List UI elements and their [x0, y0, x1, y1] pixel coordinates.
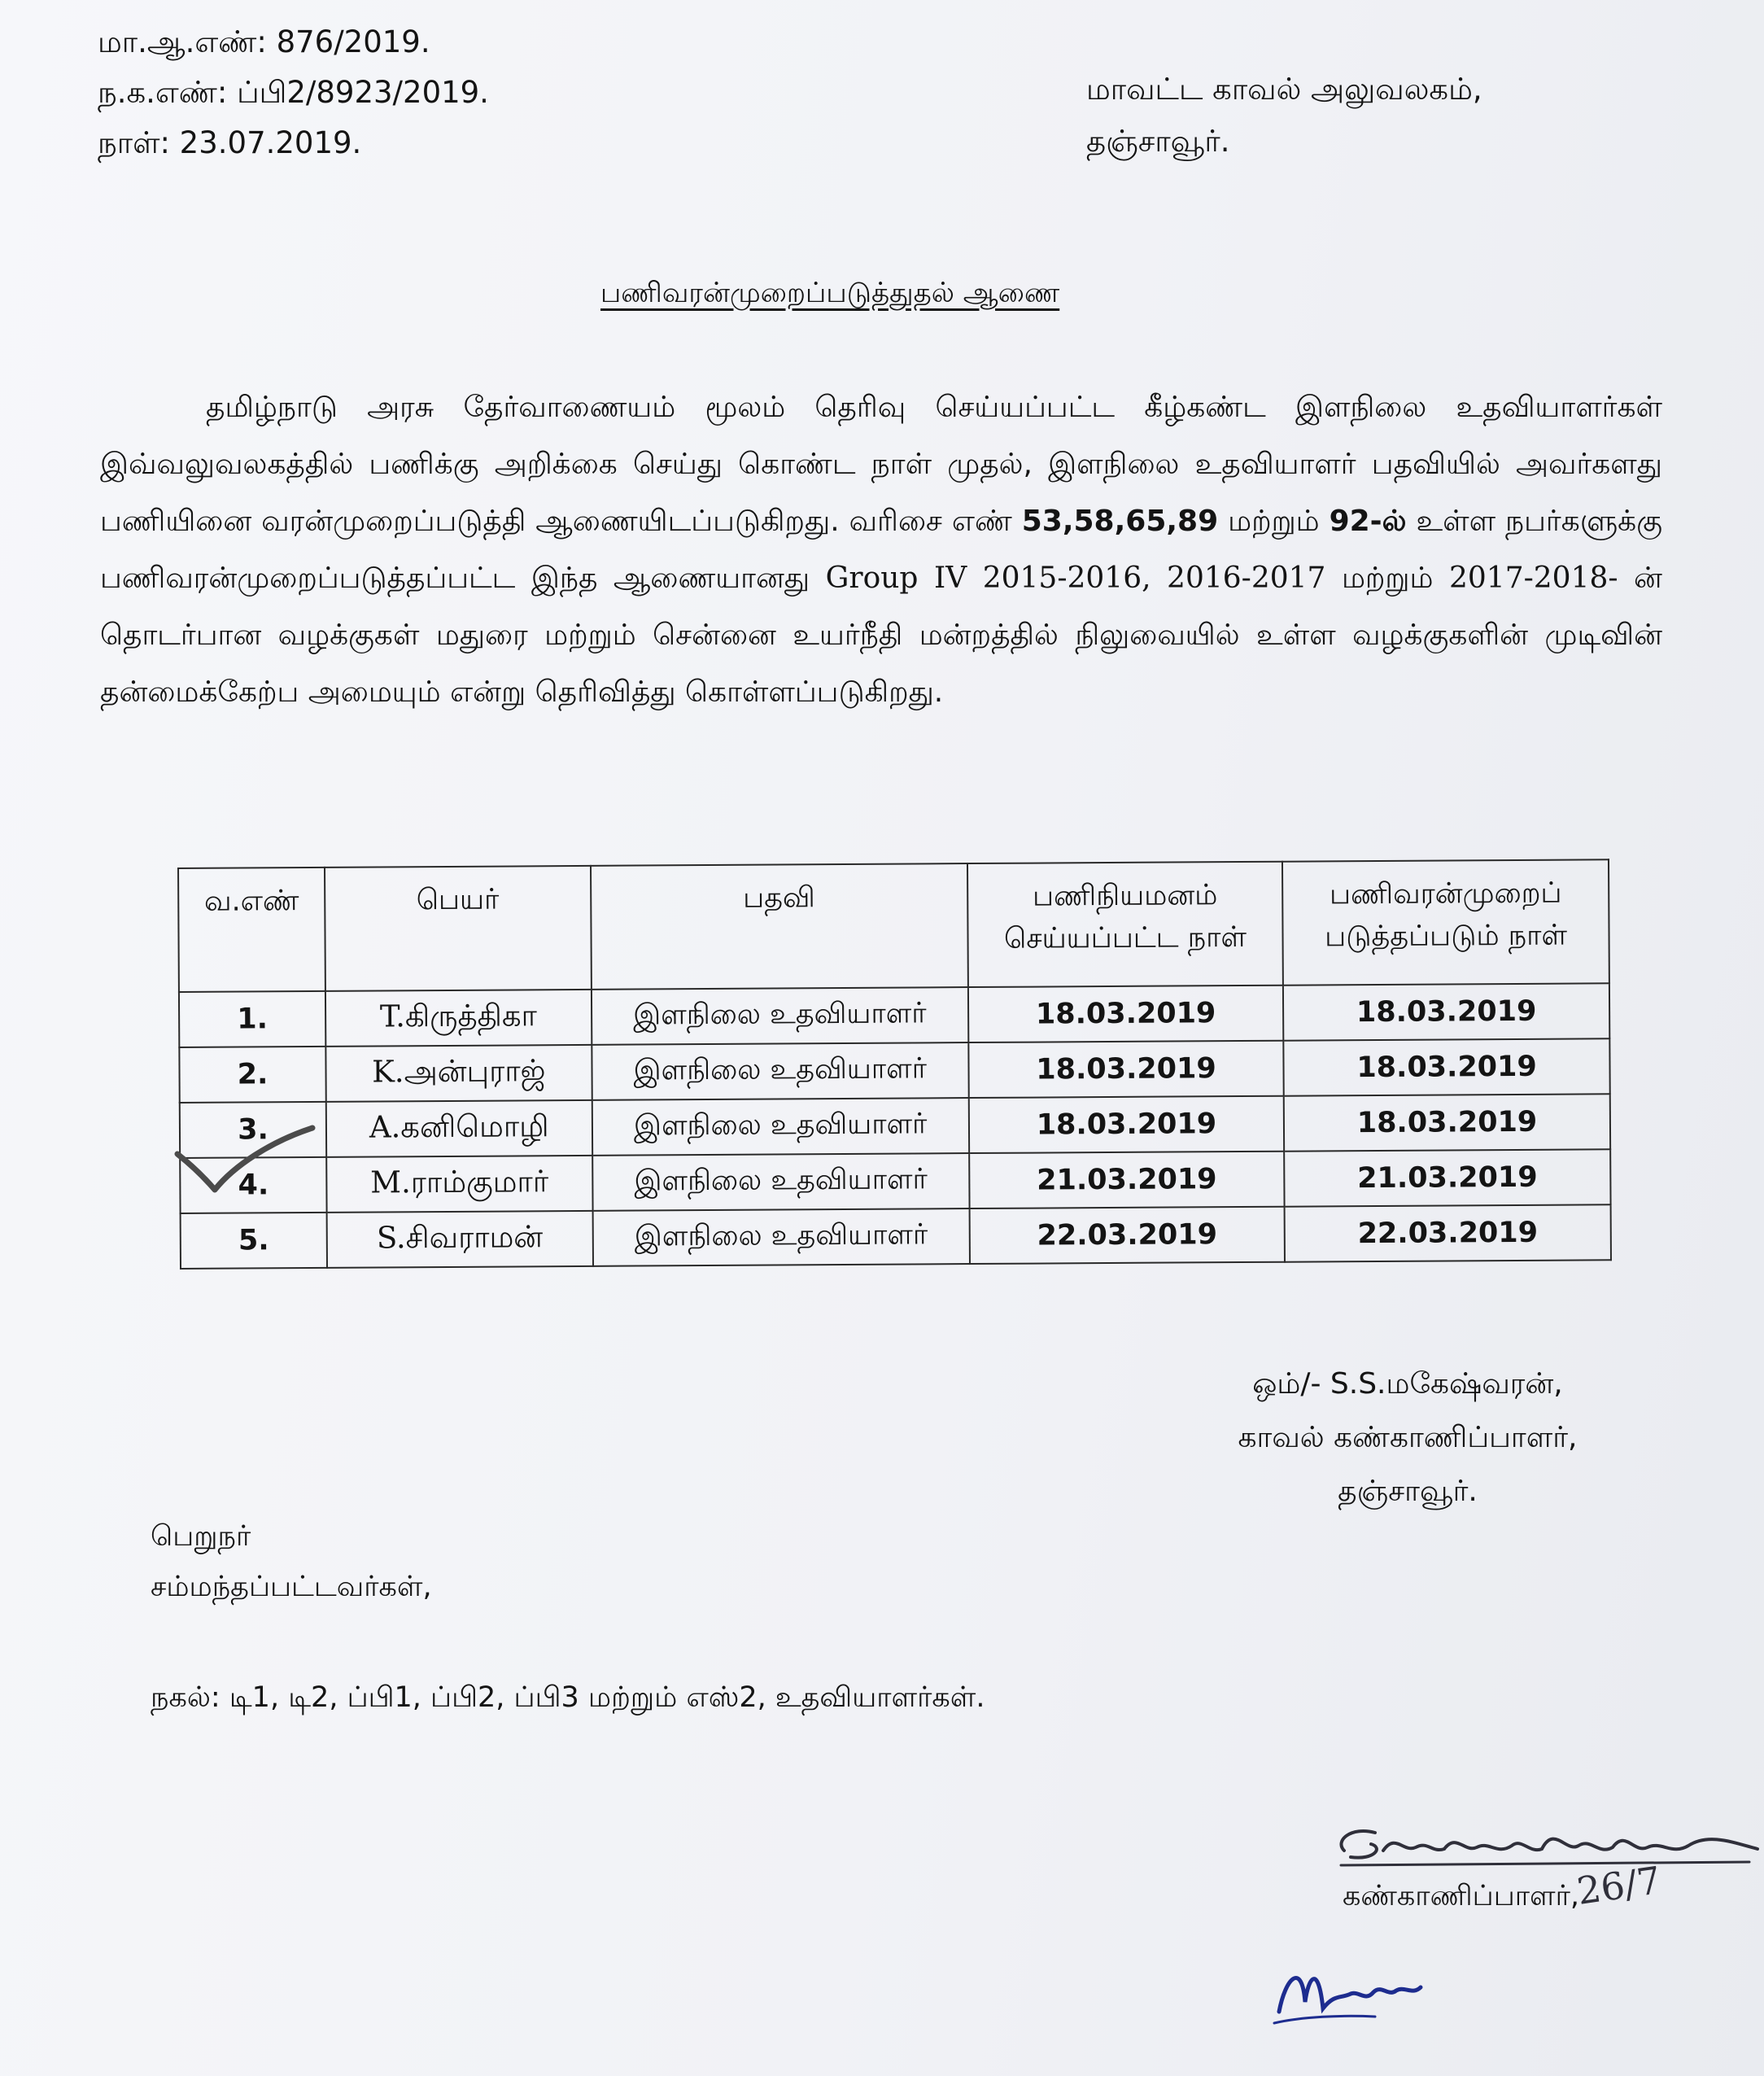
body-group: Group IV 2015-2016, 2016-2017 [825, 562, 1326, 595]
cell-regularized: 18.03.2019 [1283, 1038, 1609, 1095]
cell-appointed: 18.03.2019 [968, 986, 1284, 1042]
table-row [179, 1038, 1609, 1103]
body-part5: ன் தொடர்பான வழக்குகள் மதுரை மற்றும் சென்னை உயர்நீதி மன்றத்தில் நிலுவையில் உள்ள வழக்குகளின் முடிவின் தன்மைக்கேற்ப அமையும் என்று தெரிவித்து கொள்ளப்படுகிறது. [100, 562, 1662, 709]
copy-to: நகல்: டி1, டி2, ப்பி1, ப்பி2, ப்பி3 மற்றும் எஸ்2, உதவியாளர்கள். [151, 1681, 985, 1714]
header-regularized-line2: படுத்தப்படும் நாள் [1325, 919, 1568, 954]
body-part2: மற்றும் [1228, 505, 1320, 538]
cell-post: இளநிலை உதவியாளர் [592, 1208, 970, 1266]
header-name: பெயர் [325, 866, 592, 991]
regularization-table [177, 859, 1612, 1270]
checkmark-icon [172, 1121, 319, 1195]
order-body [100, 379, 1662, 721]
cell-sno: 4. [180, 1157, 326, 1213]
header-appointed-line2: செய்யப்பட்ட நாள் [1003, 920, 1247, 955]
body-year: 2017-2018- [1448, 562, 1618, 595]
cell-sno: 5. [181, 1213, 327, 1269]
body-part3: உள்ள நபர்களுக்கு பணிவரன்முறைப்படுத்தப்பட்ட இந்த ஆணையானது [100, 505, 1662, 595]
recipient-label: பெறுநர் [151, 1520, 251, 1553]
cell-name: K.அன்புராஜ் [325, 1045, 592, 1102]
order-date: நாள்: 23.07.2019. [98, 125, 362, 160]
cell-regularized: 18.03.2019 [1283, 983, 1609, 1040]
signatory-name: ஒம்/- S.S.மகேஷ்வரன், [1252, 1367, 1563, 1401]
order-title: பணிவரன்முறைப்படுத்துதல் ஆணை [600, 277, 1060, 309]
office-name: மாவட்ட காவல் அலுவலகம், [1086, 72, 1482, 107]
signatory-block [1212, 1357, 1603, 1519]
cell-appointed: 18.03.2019 [968, 1041, 1284, 1098]
cell-regularized: 18.03.2019 [1284, 1094, 1610, 1151]
cell-post: இளநிலை உதவியாளர் [592, 987, 969, 1045]
office-place: தஞ்சாவூர். [1086, 124, 1230, 159]
header-appointed-line1: பணிநியமனம் [1032, 879, 1218, 913]
header-regularized-date [1282, 859, 1609, 985]
cell-sno: 3. [180, 1102, 326, 1158]
ref-na-number: ந.க.எண்: ப்பி2/8923/2019. [98, 75, 489, 110]
table-header-row [178, 859, 1609, 992]
cell-name: A.கனிமொழி [326, 1100, 592, 1157]
cell-sno: 2. [179, 1047, 325, 1103]
handwritten-date: 26/7 [1574, 1858, 1664, 1913]
cell-appointed: 22.03.2019 [969, 1207, 1285, 1264]
header-sno: வ.எண் [178, 868, 325, 992]
body-part1: தமிழ்நாடு அரசு தேர்வாணையம் மூலம் தெரிவு செய்யப்பட்ட கீழ்கண்ட இளநிலை உதவியாளர்கள் இவ்வலுவலகத்தில் பணிக்கு அறிக்கை செய்து கொண்ட நாள் முதல், இளநிலை உதவியாளர் பதவியில் அவர்களது பணியினை வரன்முறைப்படுத்தி ஆணையிடப்படுகிறது. வரிசை எண் [100, 391, 1662, 538]
table-row [181, 1204, 1611, 1269]
recipient-value: சம்மந்தப்பட்டவர்கள், [151, 1571, 432, 1603]
body-serial-92: 92-ல் [1329, 505, 1407, 538]
blue-initials-signature [1269, 1945, 1432, 2034]
cell-name: T.கிருத்திகா [325, 990, 592, 1047]
body-part4: மற்றும் [1341, 562, 1434, 595]
cell-post: இளநிலை உதவியாளர் [592, 1153, 970, 1211]
signatory-place: தஞ்சாவூர். [1338, 1475, 1478, 1508]
handwritten-signature [1326, 1808, 1764, 1882]
cell-regularized: 22.03.2019 [1285, 1204, 1611, 1261]
cell-post: இளநிலை உதவியாளர் [592, 1098, 969, 1156]
cell-post: இளநிலை உதவியாளர் [592, 1042, 969, 1100]
header-regularized-line1: பணிவரன்முறைப் [1329, 876, 1562, 911]
header-post: பதவி [591, 863, 968, 990]
ref-ma-number: மா.ஆ.எண்: 876/2019. [98, 24, 430, 59]
cell-name: S.சிவராமன் [327, 1211, 593, 1268]
signatory-designation: காவல் கண்காணிப்பாளர், [1238, 1421, 1578, 1454]
cell-appointed: 21.03.2019 [969, 1152, 1285, 1208]
table-row [180, 1094, 1610, 1158]
superintendent-label: கண்காணிப்பாளர், [1343, 1880, 1580, 1912]
cell-regularized: 21.03.2019 [1284, 1149, 1610, 1206]
cell-name: M.ராம்குமார் [326, 1156, 592, 1213]
body-serial-numbers: 53,58,65,89 [1021, 505, 1219, 538]
table-row [179, 983, 1609, 1047]
table-row [180, 1149, 1610, 1213]
cell-appointed: 18.03.2019 [969, 1096, 1285, 1153]
header-appointed-date [967, 862, 1283, 987]
cell-sno: 1. [179, 991, 325, 1047]
